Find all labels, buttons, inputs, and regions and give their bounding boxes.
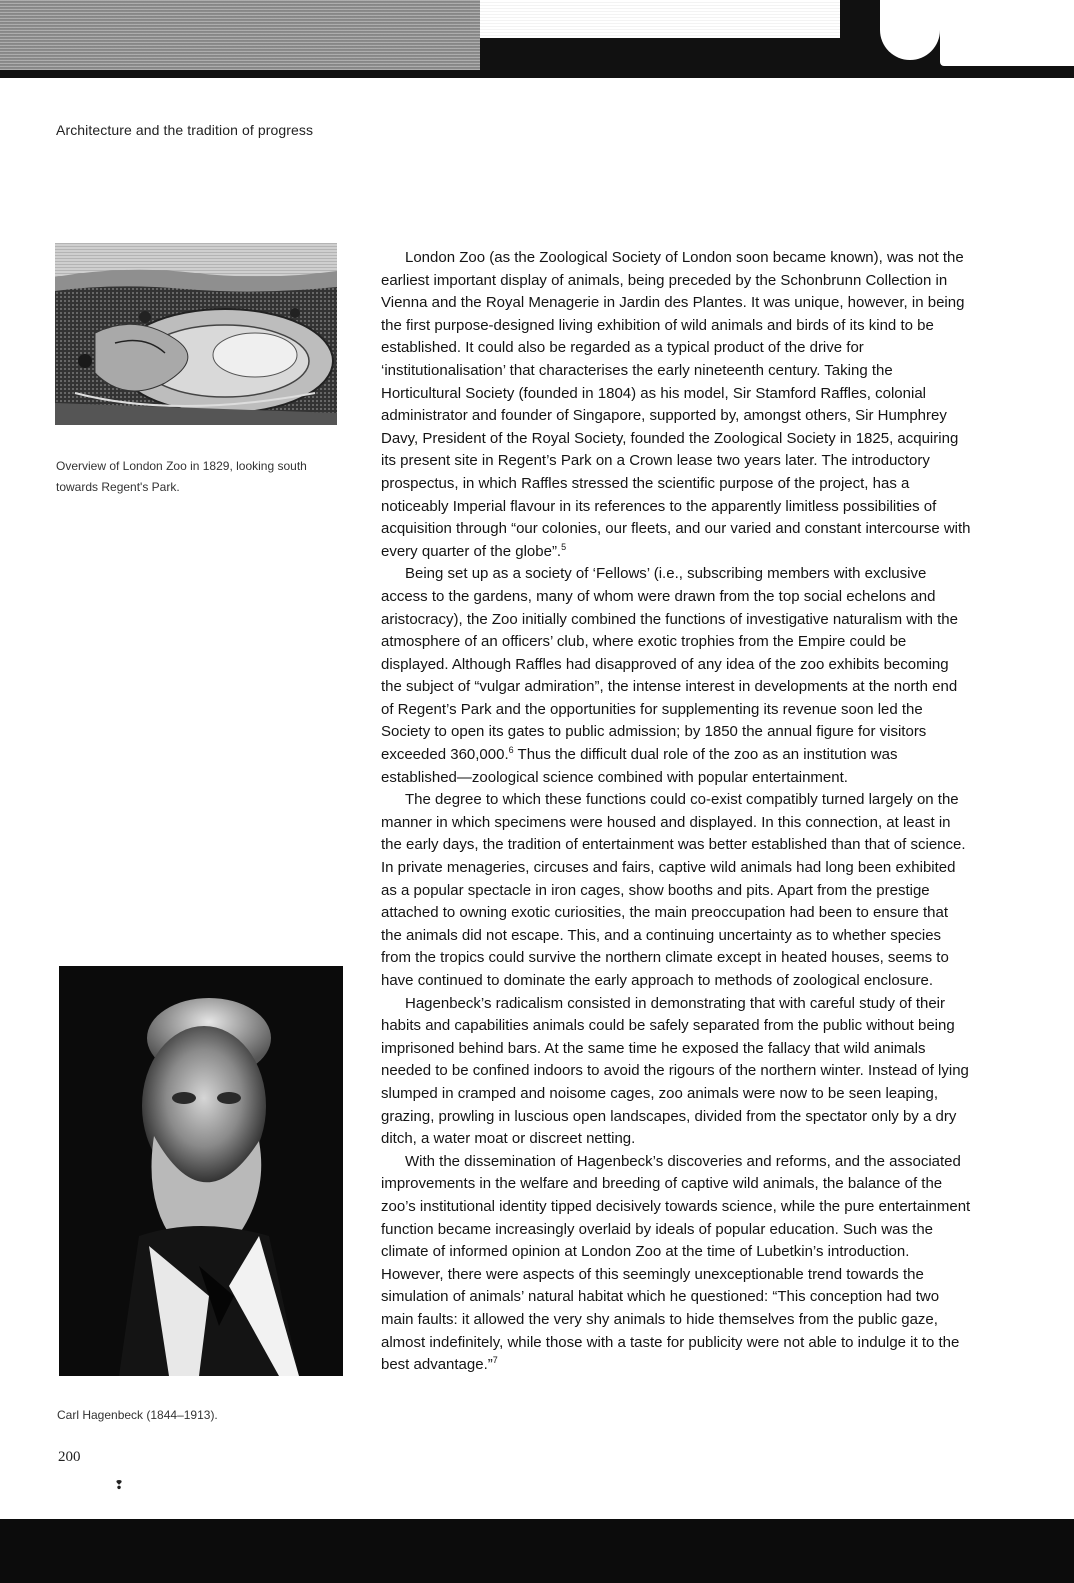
paragraph-text-tail: Thus the difficult dual role of the zoo as an institution was established—zoological science combined with popular entertainment. — [381, 746, 898, 786]
scan-noise — [0, 0, 480, 70]
paragraph-text: Being set up as a society of ‘Fellows’ (i.e., subscribing members with exclusive access to the gardens, many of whom were drawn from the top social echelons and aristocracy), the Zoo initially combined the functions of investigative naturalism with the atmosphere of an officers’ club, where exotic trophies from the Empire could be displayed. Although Raffles had disapproved of any idea of the zoo exhibits becoming the subject of “vulgar admiration”, the intense interest in developments at the north end of Regent’s Park and the opportunities for supplementing its revenue soon led the Society to open its gates to public admission; by 1850 the annual figure for visitors exceeded 360,000. — [381, 565, 958, 764]
paragraph-text: The degree to which these functions could co-exist compatibly turned largely on the manner in which specimens were housed and displayed. In this connection, at least in the early days, the tradition of entertainment was better established than that of science. In private menageries, circuses and fairs, captive wild animals had long been exhibited as a popular spectacle in iron cages, show booths and pits. Apart from the prestige attached to owning exotic curiosities, the main preoccupation had been to ensure that the animals did not escape. This, and a continuing uncertainty as to whether species from the tropics could survive the northern climate except in heated houses, seems to have continued to dominate the early approach to methods of zoological enclosure. — [381, 791, 966, 989]
paragraph — [381, 563, 971, 789]
footnote-ref: 5 — [561, 541, 567, 552]
running-head: Architecture and the tradition of progress — [56, 122, 314, 138]
page-number: 200 — [58, 1449, 81, 1465]
caption-portrait: Carl Hagenbeck (1844–1913). — [57, 1408, 218, 1422]
scan-border-top — [0, 0, 1074, 78]
paragraph-text: London Zoo (as the Zoological Society of London soon became known), was not the earliest important display of animals, being preceded by the Schonbrunn Collection in Vienna and the Royal Menagerie in Jardin des Plantes. It was unique, however, in being the first purpose-designed living exhibition of wild animals and birds of its kind to be established. It could also be regarded as a typical product of the drive for ‘institutionalisation’ that characterises the early nineteenth century. Taking the Horticultural Society (founded in 1804) as his model, Sir Stamford Raffles, colonial administrator and founder of Singapore, supported by, amongst others, Sir Humphrey Davy, President of the Royal Society, founded the Zoological Society in 1825, acquiring its present site in Regent’s Park on a Crown lease two years later. The introductory prospectus, in which Raffles stressed the scientific purpose of the project, has a noticeably Imperial flavour in its references to the apparently limitless possibilities of acquisition through “our colonies, our fleets, and our varied and constant intercourse with every quarter of the globe”. — [381, 249, 971, 560]
footnote-ref: 6 — [508, 745, 514, 756]
stray-mark: ❢ — [114, 1478, 125, 1492]
scan-noise-light — [480, 0, 840, 38]
scan-border-bottom — [0, 1519, 1074, 1583]
scan-blot — [880, 0, 940, 60]
scan-corner — [940, 0, 1074, 66]
paragraph — [381, 993, 971, 1151]
body-text-column — [381, 247, 971, 1377]
caption-zoo-overview: Overview of London Zoo in 1829, looking south towards Regent's Park. — [56, 459, 307, 494]
paragraph — [381, 1151, 971, 1377]
hagenbeck-portrait-photo — [59, 966, 343, 1376]
paragraph — [381, 789, 971, 992]
paragraph-text: With the dissemination of Hagenbeck’s discoveries and reforms, and the associated improvements in the welfare and breeding of captive wild animals, the balance of the zoo’s institutional identity tipped decisively towards science, while the pure entertainment function became increasingly overlaid by ideals of popular education. Such was the climate of informed opinion at London Zoo at the time of Lubetkin’s introduction. However, there were aspects of this seemingly unexceptionable trend towards the simulation of animals’ natural habitat which he questioned: “This conception had two main faults: it allowed the very shy animals to hide themselves from the public gaze, almost indefinitely, while those with a taste for publicity were not able to indulge it to the best advantage.” — [381, 1152, 971, 1374]
zoo-overview-engraving — [55, 243, 337, 425]
footnote-ref: 7 — [492, 1355, 498, 1366]
paragraph — [381, 247, 971, 563]
paragraph-text: Hagenbeck’s radicalism consisted in demonstrating that with careful study of their habits and capabilities animals could be safely separated from the public without being imprisoned behind bars. At the same time he exposed the fallacy that wild animals needed to be confined indoors to avoid the rigours of the northern winter. Instead of lying slumped in cramped and noisome cages, zoo animals were now to be seen leaping, grazing, prowling in luscious open landscapes, divided from the spectator only by a dry ditch, a water moat or discreet netting. — [381, 994, 969, 1148]
